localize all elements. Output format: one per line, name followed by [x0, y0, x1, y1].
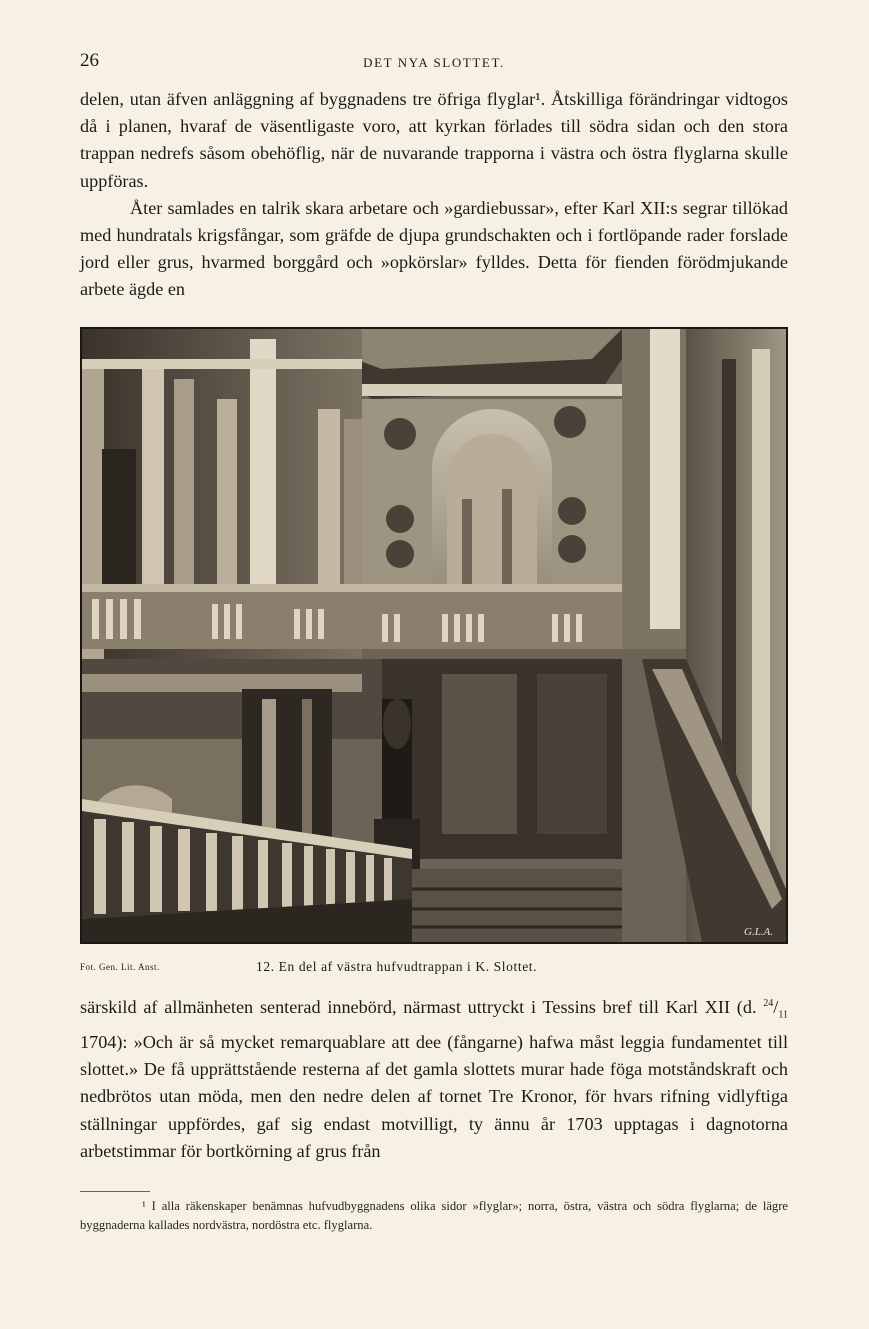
page-number: 26 — [80, 50, 99, 71]
page-header — [80, 50, 788, 72]
date-month: 11 — [778, 1009, 788, 1021]
figure-caption: 12. En del af västra hufvudtrappan i K. Slottet. — [256, 959, 538, 974]
date-day: 24 — [763, 998, 774, 1009]
running-title: DET NYA SLOTTET. — [363, 55, 505, 70]
paragraph-1: delen, utan äfven anläggning af byggnadens tre öfriga flyglar¹. Åtskilliga förändringar vidtogos då i planen, hvaraf de väsentligaste voro, att kyrkan förlades till södra sidan och den stora trappan nedrefs såsom obehöflig, när de nuvarande trapporna i västra och östra flyglarna skulle uppföras. — [80, 89, 788, 191]
body-text-bottom: särskild af allmänheten senterad innebörd, närmast uttryckt i Tessins bref till Karl XII (d. $^{24}/_{11}$ 1704): »Och är så mycket remarquablare att dee (fångarne) hafwa måst leggia fundamentet till slottet.» De få upprättstående resterna af det gamla slottets murar hade föga motståndskraft och nedbrötos utan möda, men den nedre delen af tornet Tre Kronor, för hvars rifning vidlyftiga ställningar uppfördes, gaf sig endast motvilligt, ty ännu år 1703 upptagas i dagnotorna arbetstimmar för bortkörning af grus från — [80, 997, 788, 1161]
photo-signature: G.L.A. — [744, 926, 774, 938]
footnote-text: ¹ I alla räkenskaper benämnas hufvudbyggnadens olika sidor »flyglar»; norra, östra, västra och södra flyglarna; de lägre byggnaderna kallades nordvästra, nordöstra etc. flyglarna. — [80, 1199, 788, 1232]
body-text-top — [80, 86, 788, 304]
footnote — [80, 1197, 788, 1235]
paragraph-2: Åter samlades en talrik skara arbetare och »gardiebussar», efter Karl XII:s segrar tillökad med hundratals krigsfångar, som gräfde de djupa grundschakten och i fortlöpande rader forslade jord eller grus, hvarmed borggård och »opkörslar» fylldes. Detta för fienden förödmjukande arbete ägde en — [80, 197, 788, 300]
photo-credit: Fot. Gen. Lit. Anst. — [80, 962, 160, 972]
staircase-photograph — [80, 327, 788, 944]
footnote-rule — [80, 1191, 150, 1192]
